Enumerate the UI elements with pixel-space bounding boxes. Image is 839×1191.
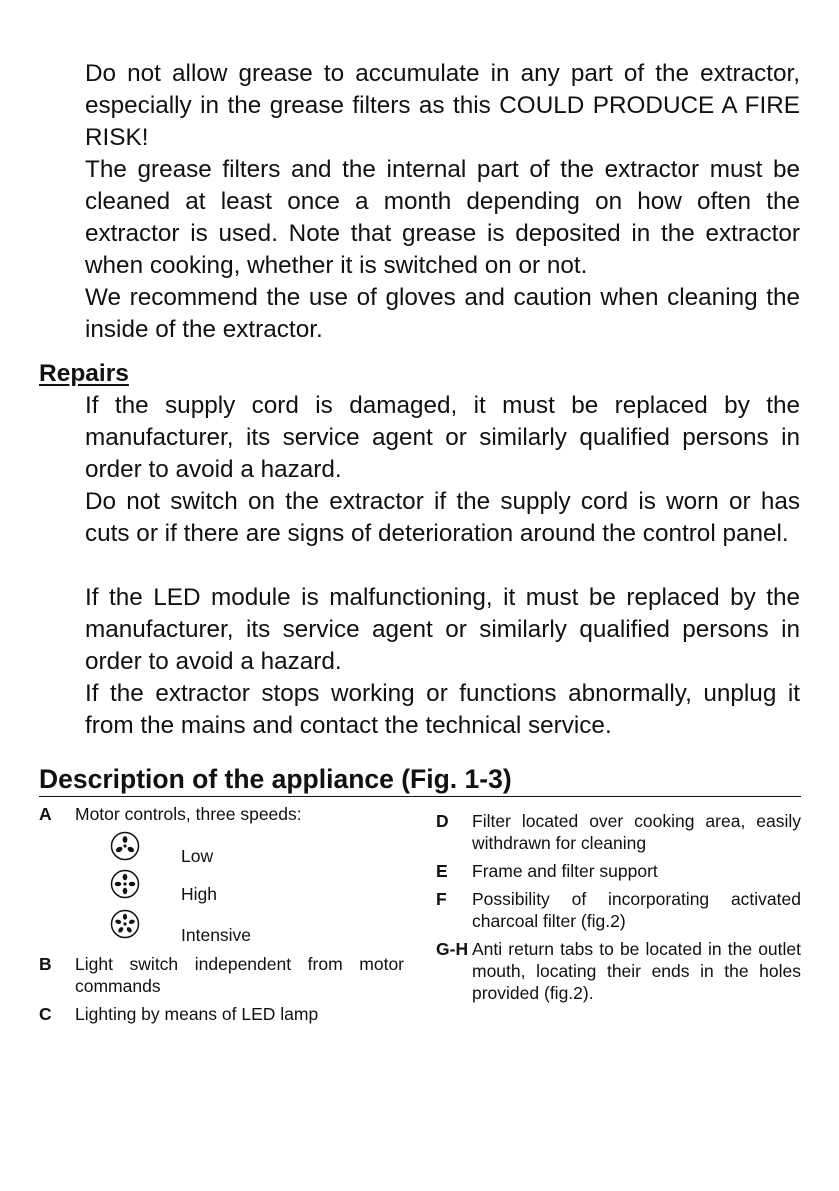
item-text: Lighting by means of LED lamp	[75, 1004, 319, 1024]
speed-label: High	[181, 884, 217, 904]
grease-warning-paragraph: Do not allow grease to accumulate in any part of the extractor, especially in the grease filters as this COULD PRODUCE A FIRE RISK!	[85, 60, 800, 151]
item-text: Light switch independent from motor commands	[75, 954, 404, 996]
item-text: Possibility of incorporating activated charcoal filter (fig.2)	[472, 889, 801, 931]
repairs-paragraph-worn-cord: Do not switch on the extractor if the supply cord is worn or has cuts or if there are signs of deterioration around the control panel.	[85, 488, 800, 547]
item-letter: D	[436, 811, 449, 831]
item-e-frame	[436, 860, 801, 884]
item-d-filter	[436, 810, 801, 856]
speed-high	[110, 869, 330, 905]
item-letter: C	[39, 1004, 52, 1024]
gloves-recommendation-paragraph: We recommend the use of gloves and caution when cleaning the inside of the extractor.	[85, 284, 800, 343]
item-c-led-lighting	[39, 1003, 404, 1027]
description-heading: Description of the appliance (Fig. 1-3)	[39, 762, 801, 797]
item-letter: G-H	[436, 939, 469, 959]
repairs-paragraph-led-module: If the LED module is malfunctioning, it must be replaced by the manufacturer, its service agent or similarly qualified persons in order to avoid a hazard.	[85, 584, 800, 675]
speed-label: Low	[181, 846, 214, 866]
fan-speed-3-icon	[110, 909, 140, 939]
item-text: Motor controls, three speeds:	[75, 804, 302, 824]
item-letter: B	[39, 954, 52, 974]
item-a-motor-controls	[39, 803, 404, 827]
speed-low	[110, 831, 330, 867]
speed-label: Intensive	[181, 925, 252, 945]
fan-speed-1-icon	[110, 831, 140, 861]
item-gh-anti-return-tabs	[436, 938, 801, 1006]
item-letter: F	[436, 889, 447, 909]
repairs-paragraph-technical-service: If the extractor stops working or functions abnormally, unplug it from the mains and contact the technical service.	[85, 680, 800, 739]
item-b-light-switch	[39, 953, 404, 999]
item-text: Filter located over cooking area, easily withdrawn for cleaning	[472, 811, 801, 853]
cleaning-frequency-paragraph: The grease filters and the internal part of the extractor must be cleaned at least once a month depending on how often the extractor is used. Note that grease is deposited in the extractor when cooking, whether it is switched on or not.	[85, 156, 800, 279]
item-text: Frame and filter support	[472, 861, 658, 881]
item-letter: E	[436, 861, 448, 881]
item-f-charcoal-filter	[436, 888, 801, 934]
speed-intensive	[110, 909, 330, 945]
fan-speed-2-icon	[110, 869, 140, 899]
item-letter: A	[39, 804, 52, 824]
repairs-paragraph-supply-cord: If the supply cord is damaged, it must be replaced by the manufacturer, its service agent or similarly qualified persons in order to avoid a hazard.	[85, 392, 800, 483]
item-text: Anti return tabs to be located in the outlet mouth, locating their ends in the holes provided (fig.2).	[472, 939, 801, 1003]
repairs-heading: Repairs	[39, 360, 129, 387]
